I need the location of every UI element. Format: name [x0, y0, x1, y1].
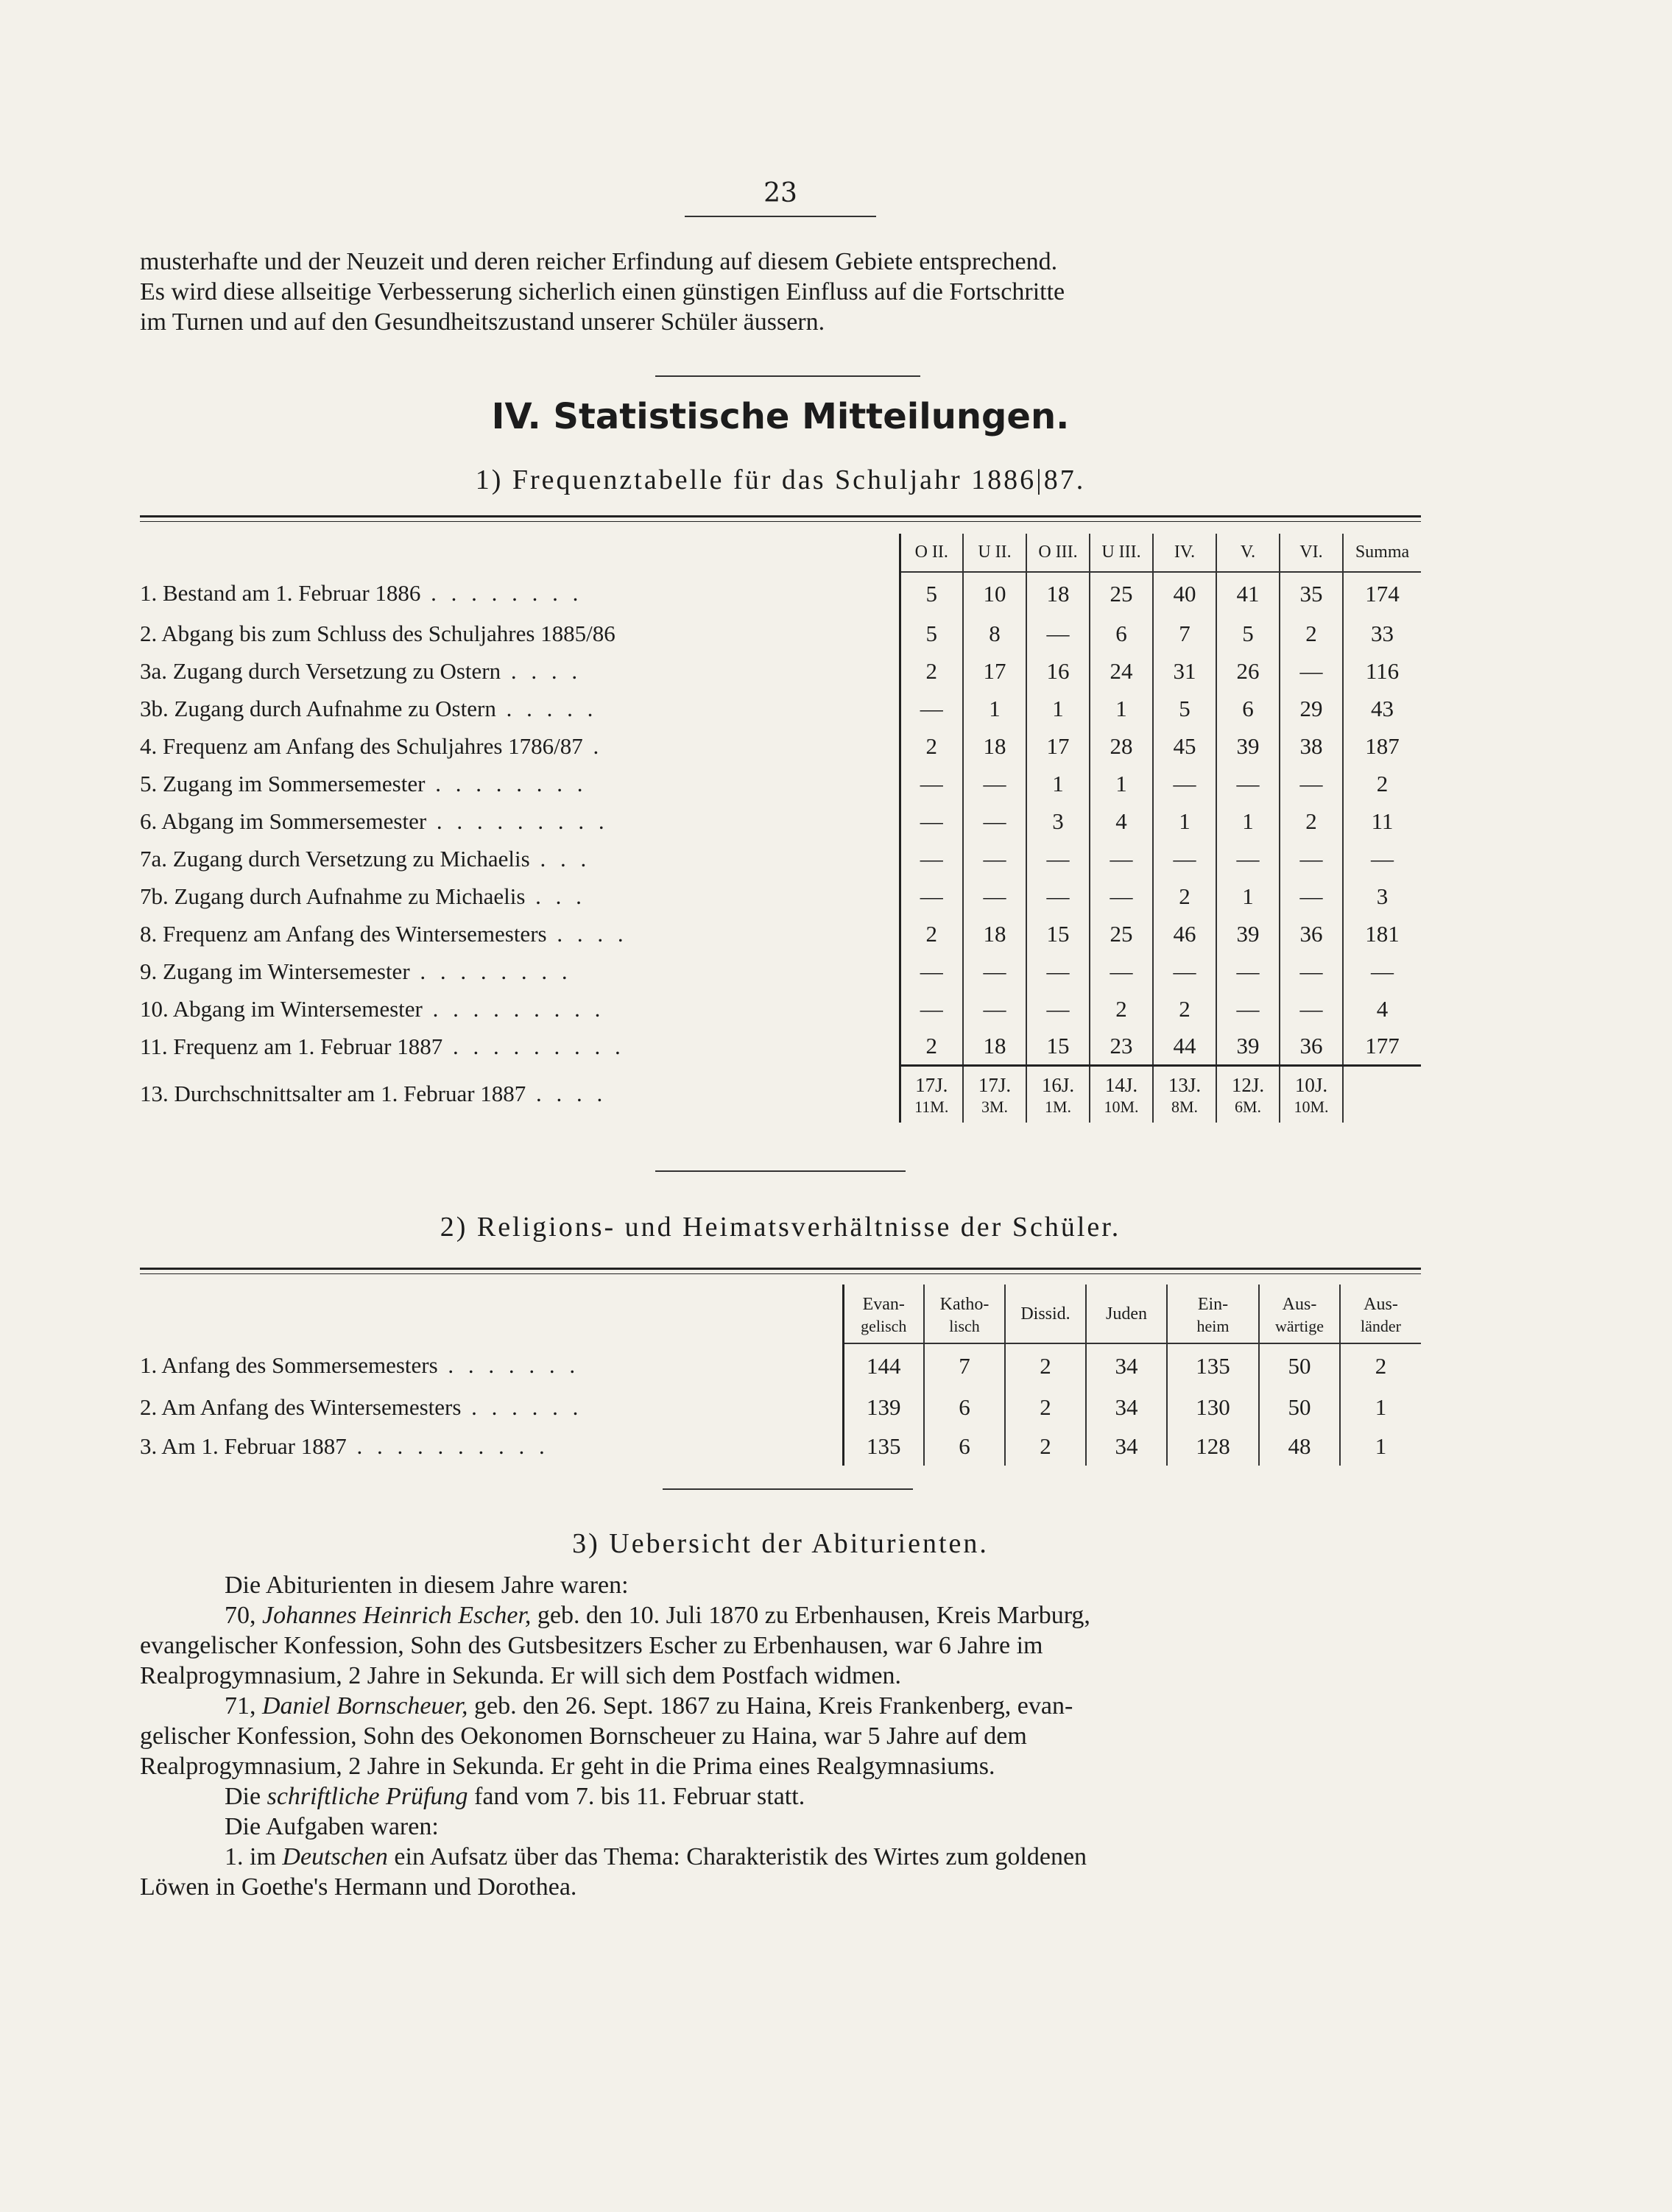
table-cell: —	[1026, 615, 1090, 652]
table-cell: —	[1153, 765, 1216, 802]
table-row	[140, 953, 1421, 990]
intro-line: Es wird diese allseitige Verbesserung sicherlich einen günstigen Einfluss auf die Fortschritte	[140, 278, 1065, 305]
table-cell: 23	[1090, 1028, 1153, 1065]
table2-title: 2) Religions- und Heimatsverhältnisse der Schüler.	[440, 1212, 1121, 1243]
age-cell: 10J. 10M.	[1280, 1065, 1343, 1123]
table-cell: 36	[1280, 915, 1343, 953]
table-cell: 2	[900, 1028, 963, 1065]
table-cell: 34	[1086, 1343, 1167, 1388]
table-cell: —	[1026, 990, 1090, 1028]
table-cell: 2	[1005, 1427, 1086, 1466]
table-cell: 128	[1167, 1427, 1259, 1466]
row-label: 2. Am Anfang des Wintersemesters . . . . . .	[140, 1393, 583, 1420]
table-cell: 1	[1216, 877, 1280, 915]
table-cell: 181	[1343, 915, 1421, 953]
table-cell: —	[1343, 953, 1421, 990]
table-cell: 6	[924, 1388, 1005, 1427]
table-cell: 17	[963, 652, 1026, 690]
table-row	[140, 840, 1421, 877]
table-cell: 2	[1343, 765, 1421, 802]
task-line: Löwen in Goethe's Hermann und Dorothea.	[140, 1873, 577, 1901]
table-cell: 1	[963, 690, 1026, 727]
table-cell: 45	[1153, 727, 1216, 765]
table-cell: —	[1216, 840, 1280, 877]
row-label: 5. Zugang im Sommersemester . . . . . . . .	[140, 770, 588, 796]
column-header: Ein- heim	[1167, 1285, 1259, 1343]
table-cell: 5	[900, 572, 963, 615]
table-cell: —	[1026, 953, 1090, 990]
table-row	[140, 1427, 1421, 1466]
column-header: Dissid.	[1005, 1285, 1086, 1343]
table-cell: 116	[1343, 652, 1421, 690]
table-row	[140, 572, 1421, 615]
table1-top-rule	[140, 515, 1421, 522]
table-cell: 2	[1280, 802, 1343, 840]
table-cell: 18	[963, 1028, 1026, 1065]
tasks-intro: Die Aufgaben waren:	[225, 1813, 439, 1840]
column-header: V.	[1216, 534, 1280, 572]
abiturienten-intro: Die Abiturienten in diesem Jahre waren:	[225, 1572, 629, 1599]
table-cell: —	[963, 990, 1026, 1028]
table-cell: 16	[1026, 652, 1090, 690]
abiturienten-text	[140, 1570, 1421, 1902]
row-label: 8. Frequenz am Anfang des Wintersemesters . . . .	[140, 920, 628, 947]
table-row	[140, 1388, 1421, 1427]
table-cell: 18	[963, 727, 1026, 765]
table-cell: 43	[1343, 690, 1421, 727]
table-cell: —	[1153, 953, 1216, 990]
table-cell: 3	[1026, 802, 1090, 840]
table-cell: —	[1090, 953, 1153, 990]
table-cell: 17	[1026, 727, 1090, 765]
table-cell: 6	[924, 1427, 1005, 1466]
table-cell: 50	[1259, 1388, 1340, 1427]
student-name: Johannes Heinrich Escher,	[262, 1602, 532, 1629]
table-cell: —	[900, 953, 963, 990]
column-header: Katho- lisch	[924, 1285, 1005, 1343]
table-cell: 11	[1343, 802, 1421, 840]
column-header: Aus- länder	[1340, 1285, 1421, 1343]
row-label: 9. Zugang im Wintersemester . . . . . . . .	[140, 958, 572, 984]
table-cell: 2	[1280, 615, 1343, 652]
row-label: 13. Durchschnittsalter am 1. Februar 1887 . . . .	[140, 1081, 607, 1106]
column-header: Evan- gelisch	[843, 1285, 924, 1343]
table-cell: —	[1280, 953, 1343, 990]
table-cell: —	[963, 765, 1026, 802]
table-cell: 25	[1090, 572, 1153, 615]
table-row	[140, 990, 1421, 1028]
table-cell: 177	[1343, 1028, 1421, 1065]
table-cell: 144	[843, 1343, 924, 1388]
intro-line: musterhafte und der Neuzeit und deren reicher Erfindung auf diesem Gebiete entsprechend.	[140, 248, 1058, 275]
table-cell: 38	[1280, 727, 1343, 765]
table-cell: 2	[1005, 1388, 1086, 1427]
student-entry-line: gelischer Konfession, Sohn des Oekonomen Bornscheuer zu Haina, war 5 Jahre auf dem	[140, 1722, 1027, 1750]
table-divider	[655, 1170, 906, 1172]
table-cell: —	[963, 840, 1026, 877]
table-cell: 29	[1280, 690, 1343, 727]
row-label: 11. Frequenz am 1. Februar 1887 . . . . . . . . .	[140, 1033, 625, 1059]
frequency-table	[140, 534, 1421, 1123]
row-label: 3b. Zugang durch Aufnahme zu Ostern . . . . .	[140, 695, 598, 721]
table-cell: 2	[1090, 990, 1153, 1028]
table-cell: —	[1216, 953, 1280, 990]
row-label: 7b. Zugang durch Aufnahme zu Michaelis . . .	[140, 883, 586, 909]
table-cell: 139	[843, 1388, 924, 1427]
row-label: 7a. Zugang durch Versetzung zu Michaelis . . .	[140, 845, 591, 872]
table2-top-rule	[140, 1268, 1421, 1274]
section-divider	[655, 375, 920, 377]
exam-note: Die schriftliche Prüfung fand vom 7. bis 11. Februar statt.	[225, 1783, 805, 1810]
table-cell: 1	[1340, 1427, 1421, 1466]
age-cell: 13J. 8M.	[1153, 1065, 1216, 1123]
table-cell: 1	[1090, 765, 1153, 802]
table-cell: 3	[1343, 877, 1421, 915]
table-cell: —	[900, 877, 963, 915]
table-cell: 36	[1280, 1028, 1343, 1065]
column-header: VI.	[1280, 534, 1343, 572]
student-name: Daniel Bornscheuer,	[262, 1692, 468, 1720]
table-cell: 18	[1026, 572, 1090, 615]
table-divider	[663, 1488, 913, 1490]
age-cell: 17J. 11M.	[900, 1065, 963, 1123]
student-entry-line: evangelischer Konfession, Sohn des Gutsbesitzers Escher zu Erbenhausen, war 6 Jahre im	[140, 1632, 1043, 1659]
column-header: Juden	[1086, 1285, 1167, 1343]
table-cell: —	[1090, 840, 1153, 877]
table-cell: —	[963, 953, 1026, 990]
table-cell: 39	[1216, 1028, 1280, 1065]
student-entry: 71, Daniel Bornscheuer, geb. den 26. Sept. 1867 zu Haina, Kreis Frankenberg, evan-	[225, 1692, 1073, 1720]
row-label: 4. Frequenz am Anfang des Schuljahres 1786/87 .	[140, 732, 604, 759]
table-cell: —	[1280, 765, 1343, 802]
table-cell: 35	[1280, 572, 1343, 615]
table-row	[140, 765, 1421, 802]
table-cell: 41	[1216, 572, 1280, 615]
table-cell: —	[963, 877, 1026, 915]
table-cell: —	[1280, 990, 1343, 1028]
table-row	[140, 802, 1421, 840]
table-cell: 135	[843, 1427, 924, 1466]
table-cell: 34	[1086, 1388, 1167, 1427]
row-label: 1. Bestand am 1. Februar 1886 . . . . . . . .	[140, 580, 583, 606]
table-cell: 135	[1167, 1343, 1259, 1388]
table-cell: 25	[1090, 915, 1153, 953]
table-cell: 7	[1153, 615, 1216, 652]
section3-title: 3) Uebersicht der Abiturienten.	[572, 1528, 989, 1559]
table-cell: 33	[1343, 615, 1421, 652]
table-cell: —	[1153, 840, 1216, 877]
section-title: IV. Statistische Mitteilungen.	[491, 396, 1070, 437]
column-header: Summa	[1343, 534, 1421, 572]
intro-paragraph	[140, 247, 1421, 337]
table-row	[140, 652, 1421, 690]
column-header: O III.	[1026, 534, 1090, 572]
row-label: 6. Abgang im Sommersemester . . . . . . . . .	[140, 808, 609, 834]
table-cell: 5	[1216, 615, 1280, 652]
table-cell: 1	[1340, 1388, 1421, 1427]
table-cell: 1	[1090, 690, 1153, 727]
table-cell: 5	[1153, 690, 1216, 727]
table-cell: 39	[1216, 727, 1280, 765]
table-header-row	[140, 534, 1421, 572]
table-cell: —	[1343, 840, 1421, 877]
page-number-rule	[685, 216, 876, 217]
table-cell: 6	[1216, 690, 1280, 727]
table-cell: 26	[1216, 652, 1280, 690]
row-label: 10. Abgang im Wintersemester . . . . . . . . .	[140, 995, 605, 1022]
table-cell: —	[1280, 652, 1343, 690]
table-cell: 46	[1153, 915, 1216, 953]
age-cell: 17J. 3M.	[963, 1065, 1026, 1123]
table-cell: —	[1216, 765, 1280, 802]
table1-title: 1) Frequenztabelle für das Schuljahr 1886|87.	[475, 464, 1086, 495]
column-header: U II.	[963, 534, 1026, 572]
table-cell: 2	[900, 727, 963, 765]
row-label: 3a. Zugang durch Versetzung zu Ostern . . . .	[140, 657, 582, 684]
table-cell: 8	[963, 615, 1026, 652]
table-cell: 2	[1153, 990, 1216, 1028]
table-cell: —	[1216, 990, 1280, 1028]
column-header: O II.	[900, 534, 963, 572]
table-row	[140, 1343, 1421, 1388]
table-cell: —	[963, 802, 1026, 840]
table-cell: 1	[1216, 802, 1280, 840]
table-cell: 2	[900, 915, 963, 953]
table-cell: 130	[1167, 1388, 1259, 1427]
table-cell: 39	[1216, 915, 1280, 953]
row-label: 1. Anfang des Sommersemesters . . . . . . .	[140, 1352, 580, 1378]
age-cell	[1343, 1065, 1421, 1123]
table-cell: 15	[1026, 1028, 1090, 1065]
table-cell: 1	[1153, 802, 1216, 840]
table-cell: 4	[1343, 990, 1421, 1028]
table-row	[140, 690, 1421, 727]
table-cell: 7	[924, 1343, 1005, 1388]
task-line: 1. im Deutschen ein Aufsatz über das Thema: Charakteristik des Wirtes zum goldenen	[225, 1843, 1087, 1870]
table-cell: —	[900, 690, 963, 727]
table-cell: 10	[963, 572, 1026, 615]
table-cell: 40	[1153, 572, 1216, 615]
column-header: Aus- wärtige	[1259, 1285, 1340, 1343]
table-row	[140, 1028, 1421, 1065]
table-cell: 2	[1005, 1343, 1086, 1388]
age-row	[140, 1065, 1421, 1123]
student-entry-line: Realprogymnasium, 2 Jahre in Sekunda. Er will sich dem Postfach widmen.	[140, 1662, 901, 1689]
row-label: 2. Abgang bis zum Schluss des Schuljahres 1885/86	[140, 620, 615, 646]
table-cell: —	[900, 765, 963, 802]
table-cell: —	[1090, 877, 1153, 915]
table-row	[140, 615, 1421, 652]
table-cell: 2	[1153, 877, 1216, 915]
table-cell: —	[1280, 840, 1343, 877]
table-cell: 31	[1153, 652, 1216, 690]
table-header-row	[140, 1285, 1421, 1343]
table-cell: 1	[1026, 690, 1090, 727]
table-row	[140, 915, 1421, 953]
age-cell: 12J. 6M.	[1216, 1065, 1280, 1123]
table-cell: 24	[1090, 652, 1153, 690]
column-header: IV.	[1153, 534, 1216, 572]
age-cell: 16J. 1M.	[1026, 1065, 1090, 1123]
table-cell: —	[900, 802, 963, 840]
table-row	[140, 727, 1421, 765]
column-header: U III.	[1090, 534, 1153, 572]
student-entry: 70, Johannes Heinrich Escher, geb. den 10. Juli 1870 zu Erbenhausen, Kreis Marburg,	[225, 1602, 1090, 1629]
table-cell: 15	[1026, 915, 1090, 953]
table-cell: —	[1026, 877, 1090, 915]
table-cell: —	[900, 990, 963, 1028]
student-entry-line: Realprogymnasium, 2 Jahre in Sekunda. Er geht in die Prima eines Realgymnasiums.	[140, 1753, 995, 1780]
religion-table	[140, 1285, 1421, 1466]
intro-line: im Turnen und auf den Gesundheitszustand unserer Schüler äussern.	[140, 308, 825, 336]
table-cell: 1	[1026, 765, 1090, 802]
table-row	[140, 877, 1421, 915]
table-cell: 2	[900, 652, 963, 690]
table-cell: 187	[1343, 727, 1421, 765]
table-cell: 34	[1086, 1427, 1167, 1466]
table-cell: 28	[1090, 727, 1153, 765]
age-cell: 14J. 10M.	[1090, 1065, 1153, 1123]
table-cell: —	[1280, 877, 1343, 915]
row-label: 3. Am 1. Februar 1887 . . . . . . . . . .	[140, 1432, 549, 1459]
table-cell: 5	[900, 615, 963, 652]
table-cell: 174	[1343, 572, 1421, 615]
page-number: 23	[763, 178, 797, 208]
table-cell: 44	[1153, 1028, 1216, 1065]
table-cell: 2	[1340, 1343, 1421, 1388]
table-cell: 18	[963, 915, 1026, 953]
table-cell: 4	[1090, 802, 1153, 840]
table-cell: 6	[1090, 615, 1153, 652]
table-cell: —	[900, 840, 963, 877]
table-cell: 50	[1259, 1343, 1340, 1388]
table-cell: —	[1026, 840, 1090, 877]
table-cell: 48	[1259, 1427, 1340, 1466]
